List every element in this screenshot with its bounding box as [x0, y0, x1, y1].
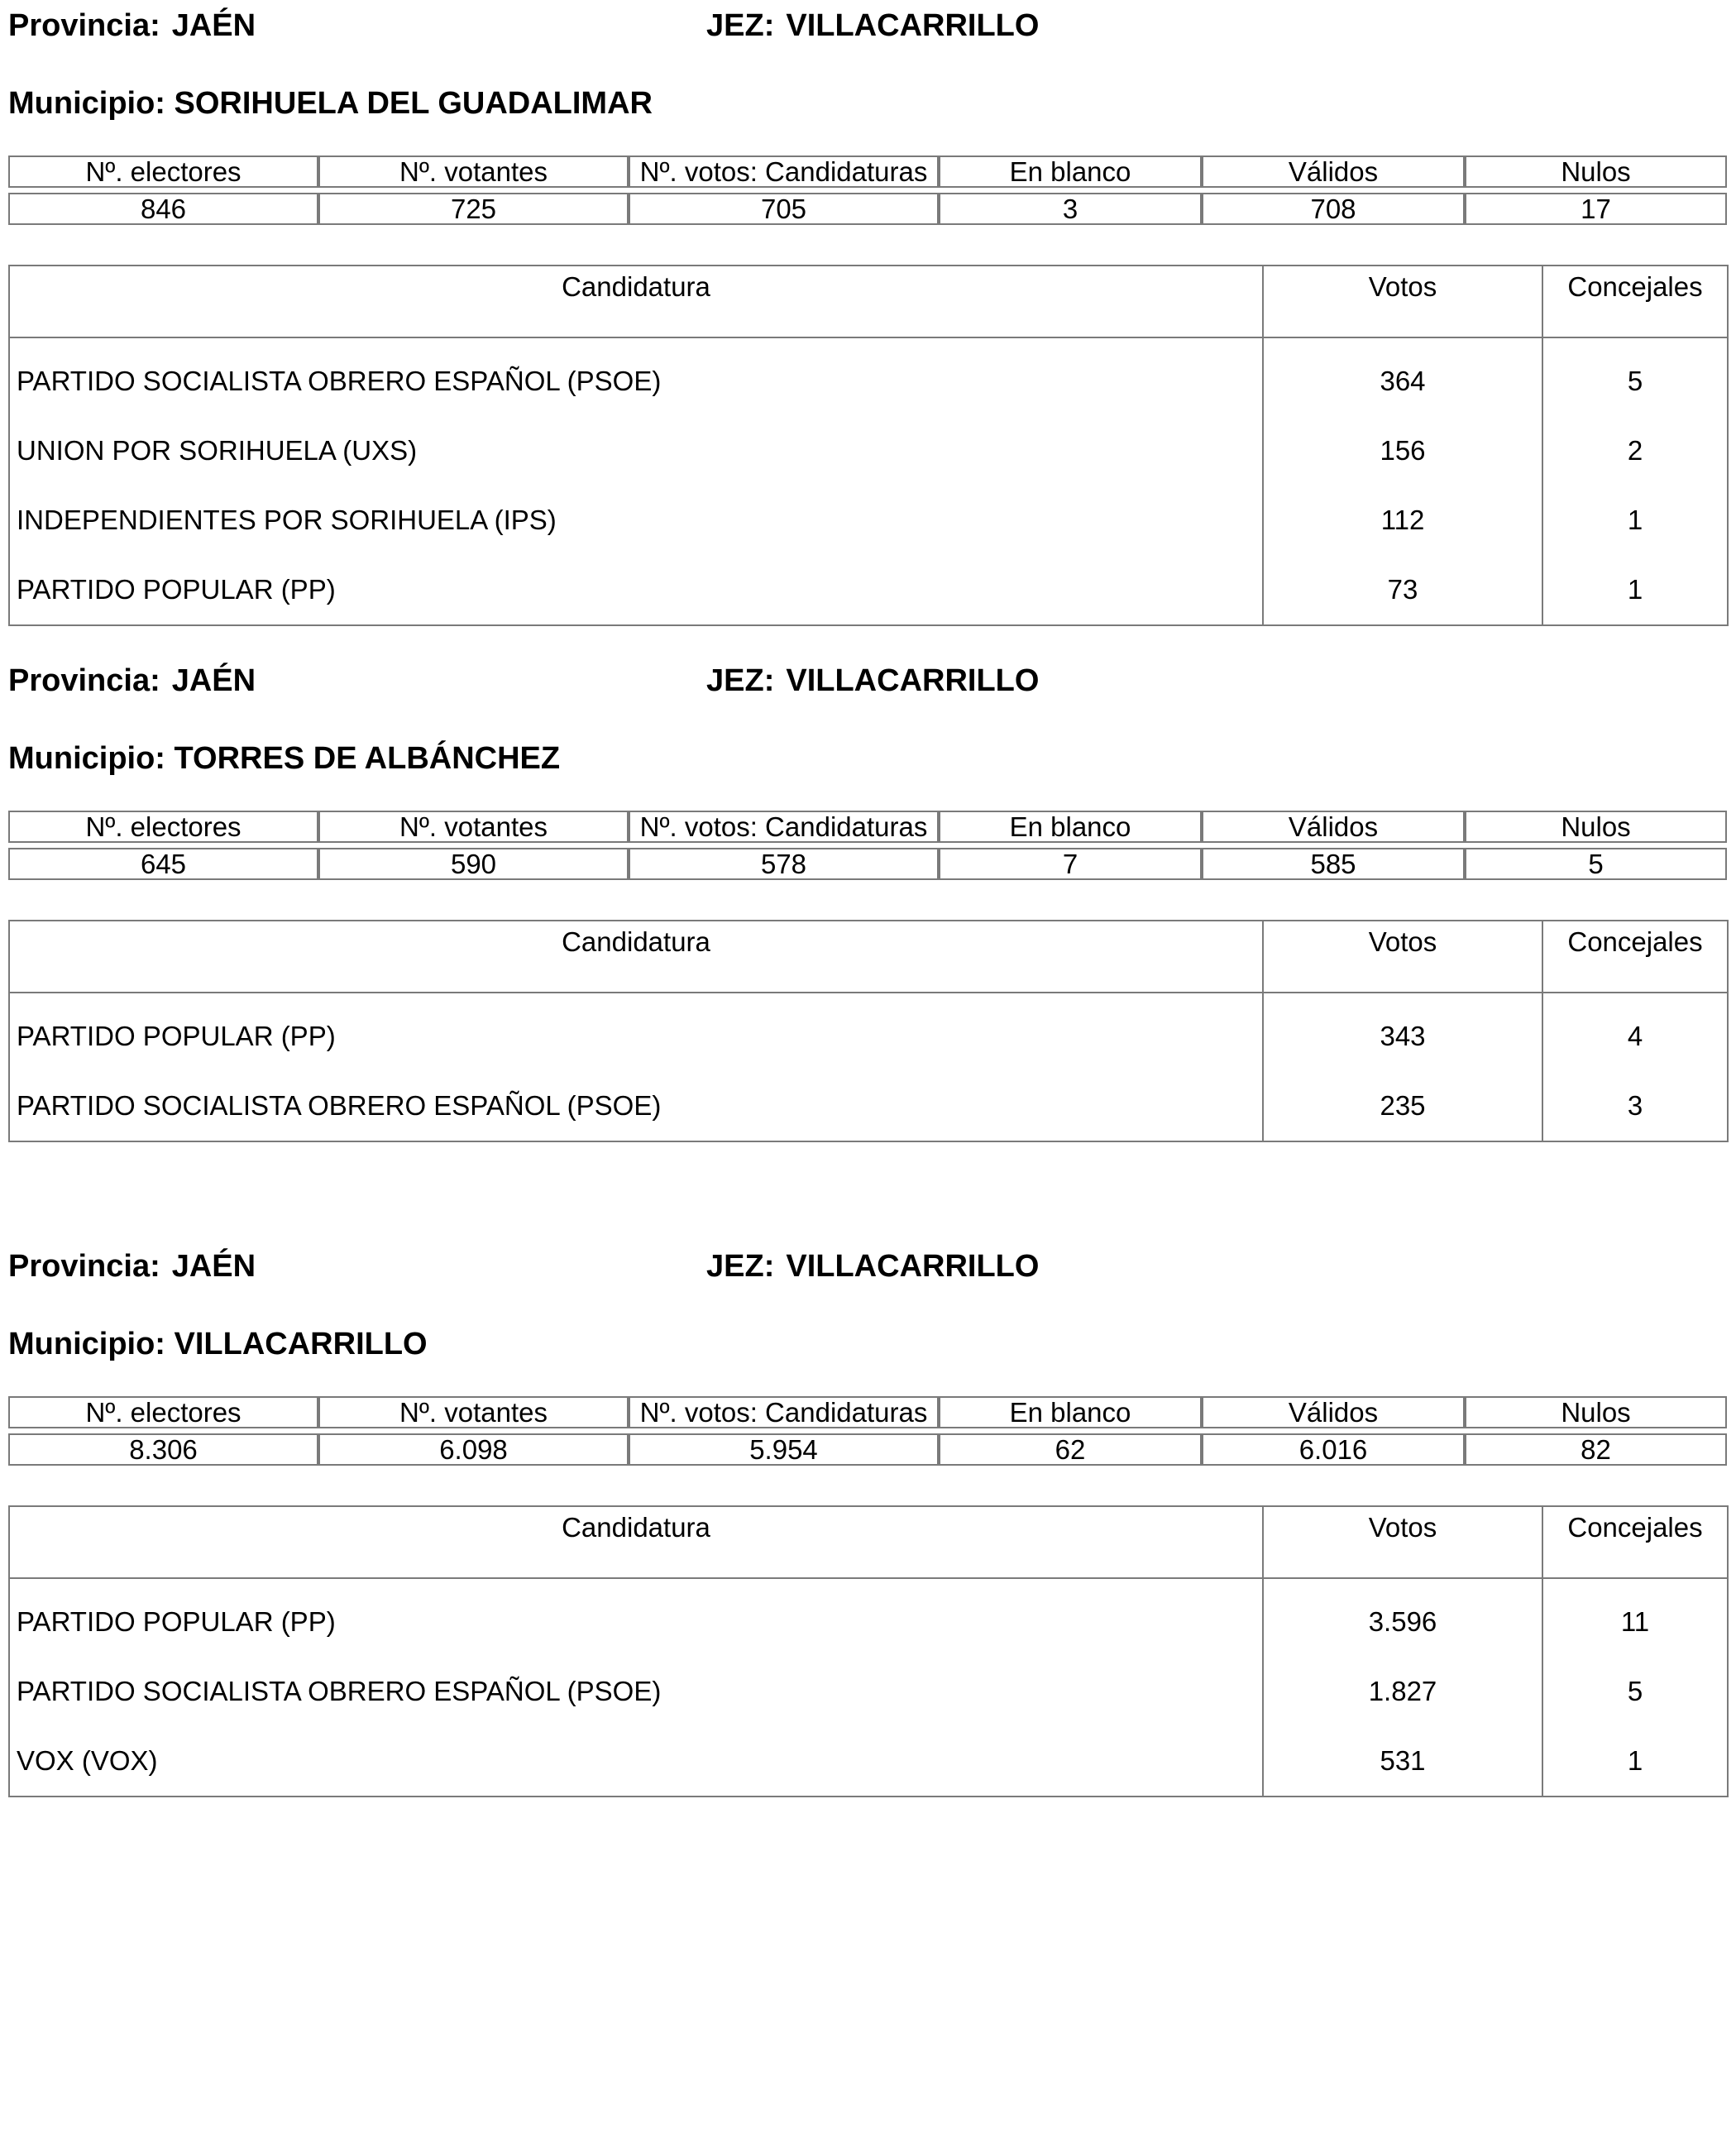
municipio-heading	[8, 1325, 428, 1363]
summary-table	[8, 811, 1727, 880]
summary-value-validos: 708	[1202, 193, 1465, 225]
provincia-value: JAÉN	[171, 663, 256, 698]
candidatura-name: VOX (VOX)	[17, 1745, 158, 1776]
jez-label: JEZ:	[706, 8, 775, 43]
summary-header-votantes: Nº. votantes	[318, 1396, 629, 1428]
candidatura-votos: 1.827	[1263, 1657, 1542, 1726]
candidatura-votos: 112	[1263, 486, 1542, 555]
table-row	[9, 337, 1728, 416]
jez-heading	[706, 1247, 1039, 1285]
summary-value-validos: 585	[1202, 848, 1465, 880]
summary-value-votantes: 725	[318, 193, 629, 225]
table-row	[9, 555, 1728, 625]
candidatura-name: PARTIDO SOCIALISTA OBRERO ESPAÑOL (PSOE)	[17, 366, 662, 396]
summary-header-votantes: Nº. votantes	[318, 155, 629, 188]
candidatura-header: Candidatura	[9, 1506, 1263, 1578]
provincia-value: JAÉN	[171, 1249, 256, 1284]
summary-header-electores: Nº. electores	[8, 155, 318, 188]
jez-heading	[706, 7, 1039, 45]
candidatura-votos: 235	[1263, 1071, 1542, 1141]
summary-header-votos-candidaturas: Nº. votos: Candidaturas	[629, 1396, 939, 1428]
candidatura-name: PARTIDO SOCIALISTA OBRERO ESPAÑOL (PSOE)	[17, 1676, 662, 1706]
summary-value-en-blanco: 7	[939, 848, 1202, 880]
candidatura-votos: 531	[1263, 1726, 1542, 1797]
table-row	[9, 993, 1728, 1071]
provincia-label: Provincia:	[8, 1249, 160, 1284]
jez-label: JEZ:	[706, 663, 775, 698]
summary-value-votos-candidaturas: 578	[629, 848, 939, 880]
provincia-heading	[8, 662, 256, 700]
candidatura-name: UNION POR SORIHUELA (UXS)	[17, 435, 418, 466]
summary-header-row	[8, 155, 1727, 188]
table-row	[9, 1657, 1728, 1726]
table-row	[9, 1726, 1728, 1797]
votos-header: Votos	[1263, 1506, 1542, 1578]
candidaturas-table	[8, 920, 1729, 1142]
municipio-heading	[8, 84, 653, 122]
summary-header-en-blanco: En blanco	[939, 1396, 1202, 1428]
candidaturas-header-row	[9, 921, 1728, 993]
municipio-value: SORIHUELA DEL GUADALIMAR	[174, 86, 653, 121]
candidatura-name: PARTIDO POPULAR (PP)	[17, 1021, 336, 1051]
summary-header-validos: Válidos	[1202, 811, 1465, 843]
jez-value: VILLACARRILLO	[786, 1249, 1040, 1284]
candidatura-concejales: 1	[1542, 555, 1728, 625]
summary-header-nulos: Nulos	[1465, 155, 1727, 188]
summary-values-row	[8, 848, 1727, 880]
table-row	[9, 1071, 1728, 1141]
summary-header-nulos: Nulos	[1465, 1396, 1727, 1428]
jez-value: VILLACARRILLO	[786, 8, 1040, 43]
summary-header-validos: Válidos	[1202, 155, 1465, 188]
summary-value-electores: 645	[8, 848, 318, 880]
summary-value-votantes: 590	[318, 848, 629, 880]
table-row	[9, 1578, 1728, 1657]
summary-header-en-blanco: En blanco	[939, 155, 1202, 188]
summary-values-row	[8, 193, 1727, 225]
summary-value-nulos: 82	[1465, 1433, 1727, 1466]
candidatura-header: Candidatura	[9, 921, 1263, 993]
candidatura-concejales: 2	[1542, 416, 1728, 486]
summary-header-row	[8, 1396, 1727, 1428]
candidatura-name: PARTIDO POPULAR (PP)	[17, 1606, 336, 1637]
candidaturas-table	[8, 1505, 1729, 1797]
candidatura-votos: 343	[1263, 993, 1542, 1071]
provincia-heading	[8, 7, 256, 45]
candidatura-name: PARTIDO SOCIALISTA OBRERO ESPAÑOL (PSOE)	[17, 1090, 662, 1121]
summary-value-en-blanco: 3	[939, 193, 1202, 225]
summary-value-nulos: 17	[1465, 193, 1727, 225]
candidatura-concejales: 3	[1542, 1071, 1728, 1141]
table-row	[9, 416, 1728, 486]
provincia-value: JAÉN	[171, 8, 256, 43]
summary-values-row	[8, 1433, 1727, 1466]
provincia-label: Provincia:	[8, 8, 160, 43]
candidaturas-table	[8, 265, 1729, 626]
candidatura-concejales: 1	[1542, 1726, 1728, 1797]
municipio-heading	[8, 739, 560, 777]
candidatura-concejales: 5	[1542, 337, 1728, 416]
candidatura-concejales: 4	[1542, 993, 1728, 1071]
table-row	[9, 486, 1728, 555]
provincia-label: Provincia:	[8, 663, 160, 698]
candidatura-name: PARTIDO POPULAR (PP)	[17, 574, 336, 605]
summary-value-votos-candidaturas: 705	[629, 193, 939, 225]
summary-header-votos-candidaturas: Nº. votos: Candidaturas	[629, 811, 939, 843]
candidatura-votos: 364	[1263, 337, 1542, 416]
candidatura-concejales: 1	[1542, 486, 1728, 555]
summary-table	[8, 155, 1727, 225]
concejales-header: Concejales	[1542, 921, 1728, 993]
summary-value-electores: 846	[8, 193, 318, 225]
jez-value: VILLACARRILLO	[786, 663, 1040, 698]
summary-header-electores: Nº. electores	[8, 1396, 318, 1428]
summary-header-row	[8, 811, 1727, 843]
summary-value-electores: 8.306	[8, 1433, 318, 1466]
summary-value-nulos: 5	[1465, 848, 1727, 880]
summary-value-votantes: 6.098	[318, 1433, 629, 1466]
summary-header-votos-candidaturas: Nº. votos: Candidaturas	[629, 155, 939, 188]
summary-header-nulos: Nulos	[1465, 811, 1727, 843]
jez-label: JEZ:	[706, 1249, 775, 1284]
provincia-heading	[8, 1247, 256, 1285]
summary-value-validos: 6.016	[1202, 1433, 1465, 1466]
summary-header-en-blanco: En blanco	[939, 811, 1202, 843]
votos-header: Votos	[1263, 921, 1542, 993]
summary-value-en-blanco: 62	[939, 1433, 1202, 1466]
candidatura-name: INDEPENDIENTES POR SORIHUELA (IPS)	[17, 505, 557, 535]
concejales-header: Concejales	[1542, 1506, 1728, 1578]
summary-header-electores: Nº. electores	[8, 811, 318, 843]
municipio-value: VILLACARRILLO	[174, 1327, 428, 1361]
candidatura-votos: 73	[1263, 555, 1542, 625]
summary-header-votantes: Nº. votantes	[318, 811, 629, 843]
summary-value-votos-candidaturas: 5.954	[629, 1433, 939, 1466]
candidatura-concejales: 11	[1542, 1578, 1728, 1657]
votos-header: Votos	[1263, 266, 1542, 337]
concejales-header: Concejales	[1542, 266, 1728, 337]
candidatura-votos: 3.596	[1263, 1578, 1542, 1657]
candidaturas-header-row	[9, 1506, 1728, 1578]
summary-header-validos: Válidos	[1202, 1396, 1465, 1428]
municipio-label: Municipio:	[8, 741, 165, 776]
municipio-label: Municipio:	[8, 86, 165, 121]
summary-table	[8, 1396, 1727, 1466]
candidatura-concejales: 5	[1542, 1657, 1728, 1726]
candidatura-votos: 156	[1263, 416, 1542, 486]
candidatura-header: Candidatura	[9, 266, 1263, 337]
municipio-value: TORRES DE ALBÁNCHEZ	[174, 741, 561, 776]
candidaturas-header-row	[9, 266, 1728, 337]
municipio-label: Municipio:	[8, 1327, 165, 1361]
jez-heading	[706, 662, 1039, 700]
